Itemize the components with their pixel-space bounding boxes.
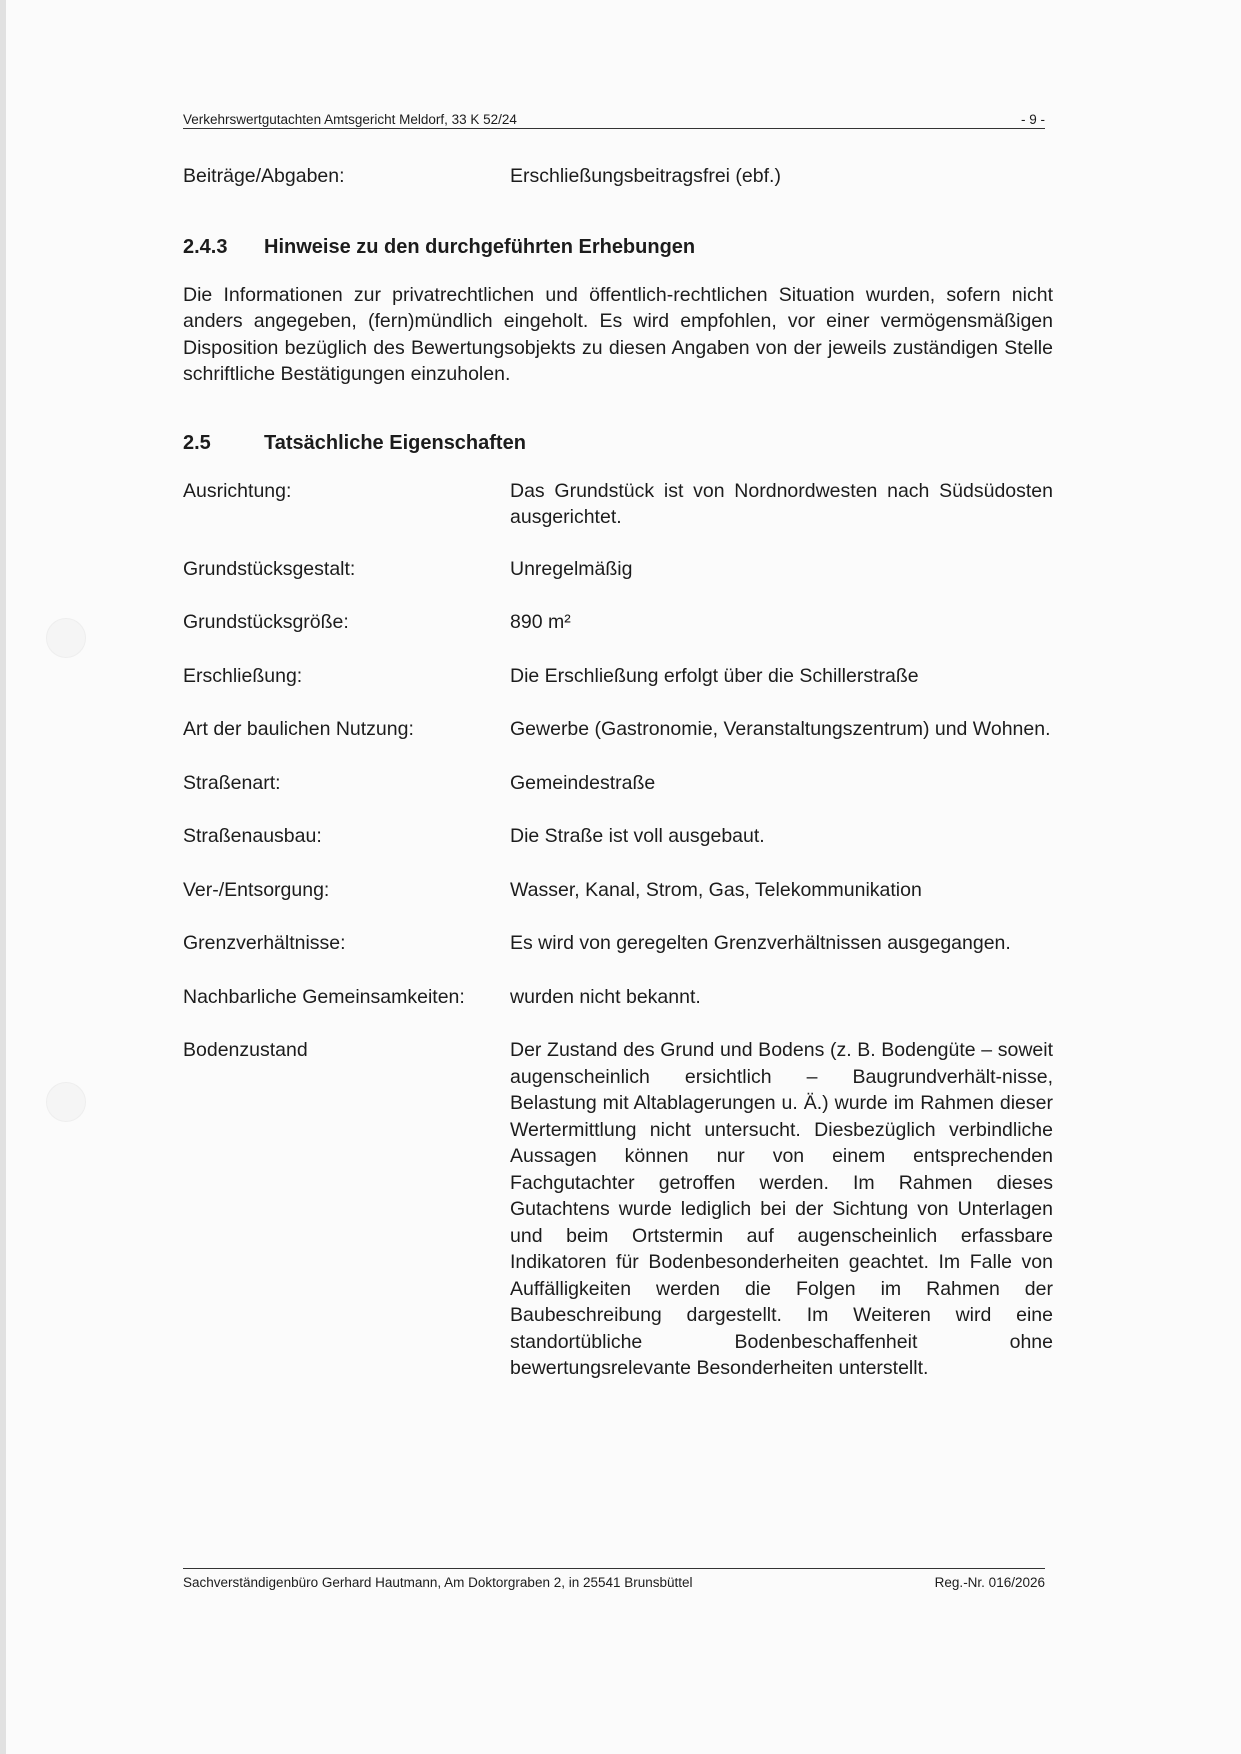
property-row	[183, 984, 1053, 1011]
property-row	[183, 609, 1053, 636]
footer-reg-number: Reg.-Nr. 016/2026	[934, 1575, 1045, 1590]
field-value: Erschließungsbeitragsfrei (ebf.)	[510, 165, 781, 187]
section-title: Hinweise zu den durchgeführten Erhebungen	[264, 235, 696, 258]
property-label: Erschließung:	[183, 664, 303, 687]
field-label: Beiträge/Abgaben:	[183, 165, 345, 187]
section-title: Tatsächliche Eigenschaften	[264, 431, 526, 454]
property-list	[183, 478, 1053, 1382]
property-label: Grundstücksgröße:	[183, 611, 349, 633]
section-heading	[183, 429, 1053, 457]
property-row	[183, 877, 1053, 904]
property-row	[183, 663, 1053, 690]
property-label: Straßenart:	[183, 771, 281, 794]
property-label: Nachbarliche Gemeinsamkeiten:	[183, 985, 465, 1008]
property-row	[183, 1037, 1053, 1382]
property-label: Bodenzustand	[183, 1039, 308, 1061]
page-content	[183, 163, 1053, 1382]
punch-hole	[46, 618, 86, 658]
property-row	[183, 930, 1053, 957]
section-heading	[183, 233, 1053, 261]
property-value: wurden nicht bekannt.	[510, 985, 701, 1008]
field-row	[183, 163, 1053, 190]
section-number: 2.5	[183, 431, 211, 454]
property-value: Der Zustand des Grund und Bodens (z. B. Bodengüte – soweit augenscheinlich ersichtlich – Baugrundverhält-nisse, Belastung mit Altablagerungen u. Ä.) wurde im Rahmen dieser Wertermittlung nicht untersucht. Diesbezüglich verbindliche Aussagen können nur von einem entsprechenden Fachgutachter getroffen werden. Im Rahmen dieses Gutachtens wurde lediglich bei der Sichtung von Unterlagen und beim Ortstermin auf augenscheinlich erfassbare Indikatoren für Bodenbesonderheiten geachtet. Im Falle von Auffälligkeiten werden die Folgen im Rahmen der Baubeschreibung dargestellt. Im Weiteren wird eine standortübliche Bodenbeschaffenheit ohne bewertungsrelevante Besonderheiten unterstellt.	[510, 1039, 1053, 1379]
section-paragraph: Die Informationen zur privatrechtlichen und öffentlich-rechtlichen Situation wurden, sofern nicht anders angegeben, (fern)mündlich eingeholt. Es wird empfohlen, vor einer vermögensmäßigen Disposition bezüglich des Bewertungsobjekts zu diesen Angaben von der jeweils zuständigen Stelle schriftliche Bestätigungen einzuholen.	[183, 283, 1053, 385]
property-label: Ver-/Entsorgung:	[183, 878, 330, 901]
property-value: Gemeindestraße	[510, 771, 656, 794]
page-number: - 9 -	[1020, 112, 1045, 127]
property-row	[183, 478, 1053, 531]
property-row	[183, 823, 1053, 850]
scan-edge	[0, 0, 6, 1754]
property-label: Grenzverhältnisse:	[183, 932, 346, 954]
property-row	[183, 556, 1053, 583]
property-value: 890 m²	[510, 611, 571, 633]
property-value: Gewerbe (Gastronomie, Veranstaltungszentrum) und Wohnen.	[510, 718, 1051, 740]
property-value: Wasser, Kanal, Strom, Gas, Telekommunikation	[510, 878, 922, 901]
running-header	[183, 109, 1045, 129]
header-reference: Verkehrswertgutachten Amtsgericht Meldorf, 33 K 52/24	[183, 112, 517, 127]
property-value: Es wird von geregelten Grenzverhältnissen ausgegangen.	[510, 932, 1011, 954]
punch-hole	[46, 1082, 86, 1122]
page-footer	[183, 1568, 1045, 1590]
property-label: Grundstücksgestalt:	[183, 557, 356, 580]
property-row	[183, 770, 1053, 797]
property-value: Die Straße ist voll ausgebaut.	[510, 825, 765, 847]
property-label: Ausrichtung:	[183, 479, 292, 502]
footer-office: Sachverständigenbüro Gerhard Hautmann, Am Doktorgraben 2, in 25541 Brunsbüttel	[183, 1575, 693, 1590]
property-value: Unregelmäßig	[510, 557, 633, 580]
property-value: Die Erschließung erfolgt über die Schillerstraße	[510, 664, 919, 687]
property-value: Das Grundstück ist von Nordnordwesten nach Südsüdosten ausgerichtet.	[510, 479, 1053, 528]
section-number: 2.4.3	[183, 235, 228, 258]
property-row	[183, 716, 1053, 743]
property-label: Art der baulichen Nutzung:	[183, 718, 414, 740]
property-label: Straßenausbau:	[183, 825, 322, 847]
